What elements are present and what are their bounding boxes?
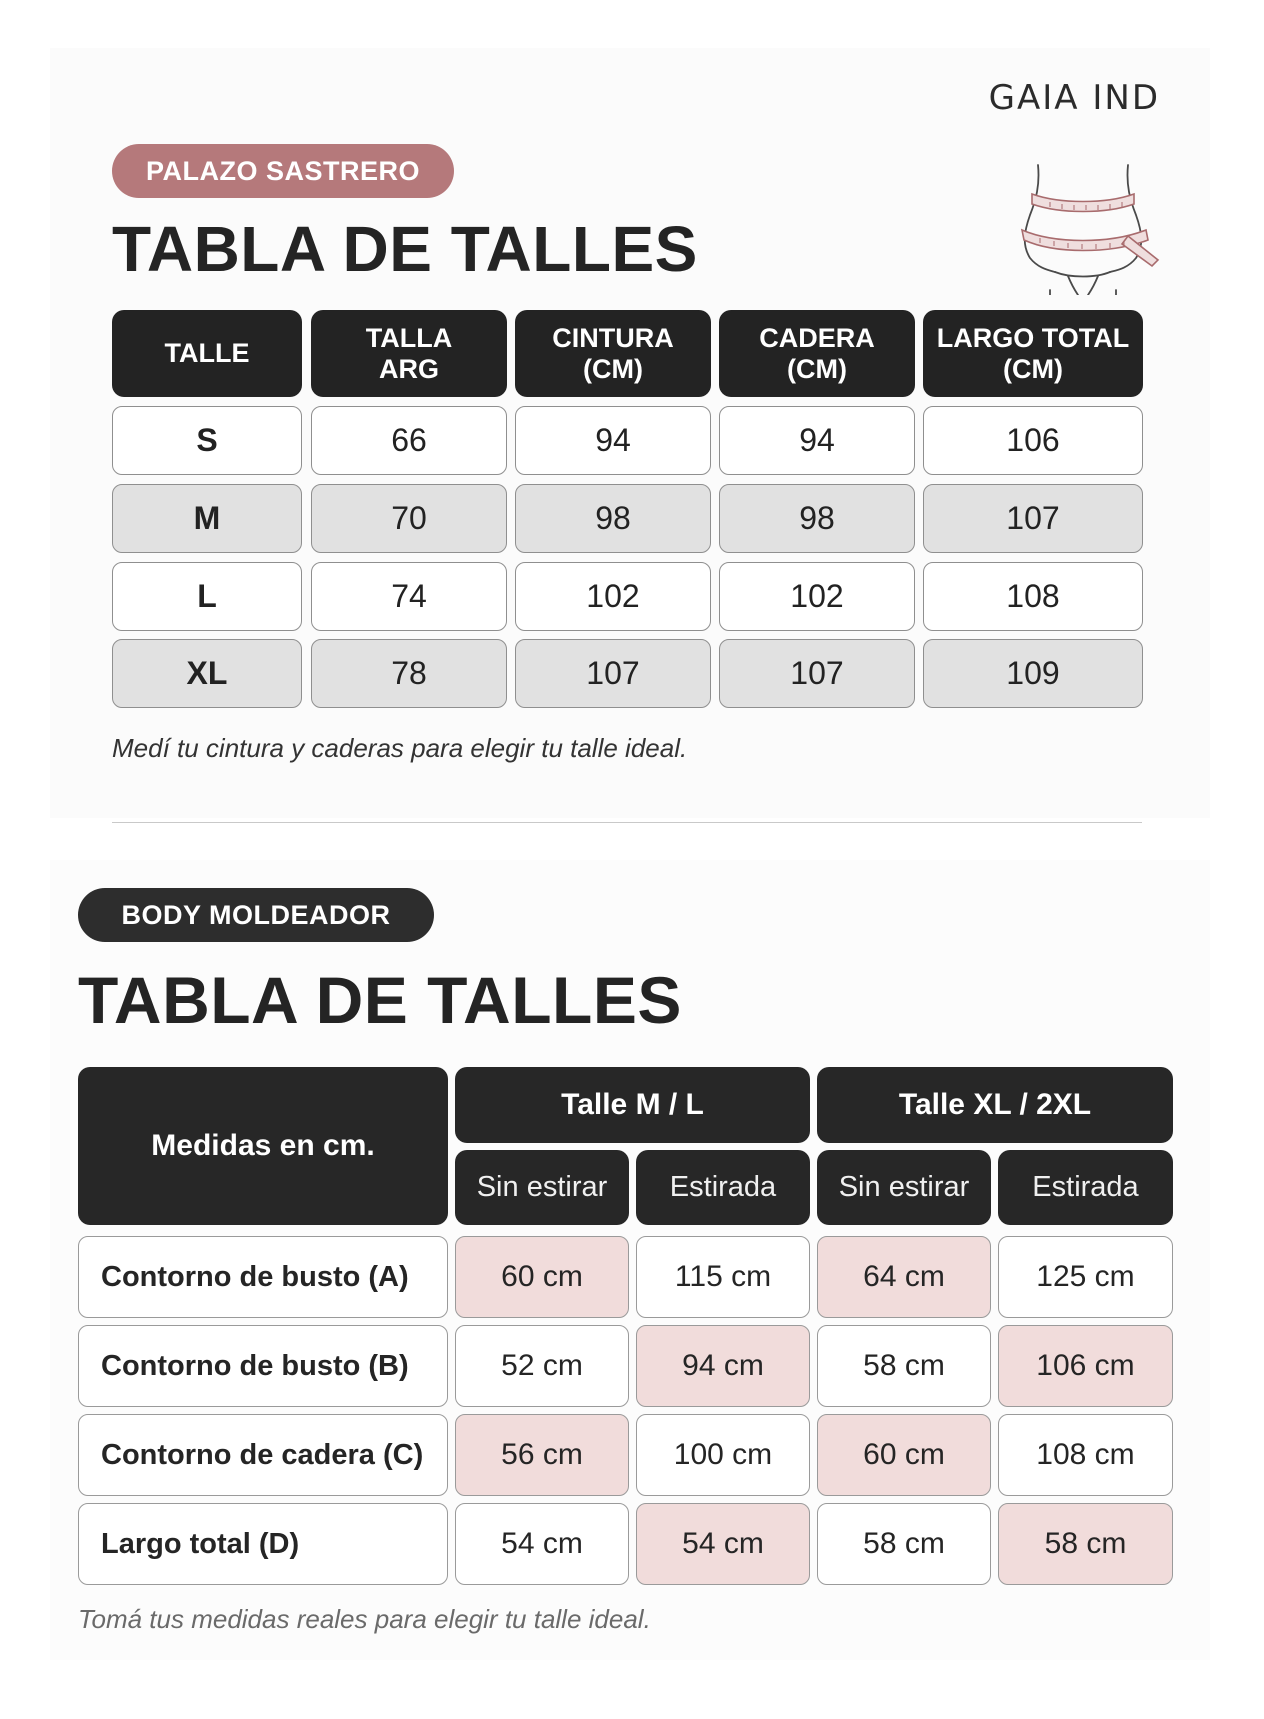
table-cell: 66 bbox=[311, 406, 507, 475]
table-cell: 78 bbox=[311, 639, 507, 708]
body-title: TABLA DE TALLES bbox=[78, 963, 682, 1037]
table-cell: 107 bbox=[719, 639, 915, 708]
palazo-note: Medí tu cintura y caderas para elegir tu talle ideal. bbox=[112, 733, 688, 763]
table-header bbox=[719, 310, 915, 397]
size-label-cell: S bbox=[112, 406, 302, 475]
palazo-badge: PALAZO SASTRERO bbox=[112, 144, 454, 198]
measure-cell: 58 cm bbox=[817, 1503, 991, 1585]
table-cell: 107 bbox=[923, 484, 1143, 553]
section-divider bbox=[112, 822, 1142, 823]
measure-label: Contorno de busto (B) bbox=[78, 1325, 448, 1407]
measure-label: Largo total (D) bbox=[78, 1503, 448, 1585]
size-label-cell: M bbox=[112, 484, 302, 553]
measure-cell: 100 cm bbox=[636, 1414, 810, 1496]
header-line: ARG bbox=[378, 353, 439, 384]
stretch-subheader: Sin estirar bbox=[817, 1150, 991, 1225]
table-cell: 94 bbox=[719, 406, 915, 475]
table-cell: 106 bbox=[923, 406, 1143, 475]
measures-header: Medidas en cm. bbox=[78, 1067, 448, 1225]
palazo-title: TABLA DE TALLES bbox=[112, 213, 698, 285]
measure-cell: 54 cm bbox=[455, 1503, 629, 1585]
measure-cell: 52 cm bbox=[455, 1325, 629, 1407]
table-cell: 94 bbox=[515, 406, 711, 475]
measure-cell: 56 cm bbox=[455, 1414, 629, 1496]
header-line: LARGO TOTAL bbox=[936, 322, 1130, 353]
header-label bbox=[552, 323, 674, 385]
header-label bbox=[759, 323, 875, 385]
measure-cell: 64 cm bbox=[817, 1236, 991, 1318]
table-cell: 74 bbox=[311, 562, 507, 631]
table-cell: 70 bbox=[311, 484, 507, 553]
measure-cell: 54 cm bbox=[636, 1503, 810, 1585]
table-cell: 108 bbox=[923, 562, 1143, 631]
header-label bbox=[937, 323, 1129, 385]
header-line: TALLA bbox=[365, 322, 453, 353]
measure-label: Contorno de cadera (C) bbox=[78, 1414, 448, 1496]
measure-cell: 106 cm bbox=[998, 1325, 1173, 1407]
table-cell: 102 bbox=[719, 562, 915, 631]
header-line: (CM) bbox=[787, 353, 847, 384]
table-cell: 107 bbox=[515, 639, 711, 708]
header-line: CADERA bbox=[759, 322, 875, 353]
table-header bbox=[311, 310, 507, 397]
table-header bbox=[923, 310, 1143, 397]
size-group-header: Talle XL / 2XL bbox=[817, 1067, 1173, 1143]
header-line: (CM) bbox=[583, 353, 643, 384]
measure-cell: 94 cm bbox=[636, 1325, 810, 1407]
measure-cell: 60 cm bbox=[455, 1236, 629, 1318]
body-badge: BODY MOLDEADOR bbox=[78, 888, 434, 942]
waist-hip-measuring-tape-icon bbox=[1010, 160, 1160, 295]
header-line: CINTURA bbox=[552, 322, 674, 353]
table-cell: 98 bbox=[719, 484, 915, 553]
size-group-header: Talle M / L bbox=[455, 1067, 810, 1143]
size-label-cell: L bbox=[112, 562, 302, 631]
table-cell: 98 bbox=[515, 484, 711, 553]
body-note: Tomá tus medidas reales para elegir tu talle ideal. bbox=[78, 1604, 651, 1634]
size-label-cell: XL bbox=[112, 639, 302, 708]
table-cell: 102 bbox=[515, 562, 711, 631]
measure-cell: 125 cm bbox=[998, 1236, 1173, 1318]
measure-cell: 58 cm bbox=[817, 1325, 991, 1407]
measure-cell: 60 cm bbox=[817, 1414, 991, 1496]
measure-cell: 58 cm bbox=[998, 1503, 1173, 1585]
stretch-subheader: Sin estirar bbox=[455, 1150, 629, 1225]
table-header bbox=[112, 310, 302, 397]
measure-cell: 108 cm bbox=[998, 1414, 1173, 1496]
table-header bbox=[515, 310, 711, 397]
brand-logo: GAIA IND bbox=[988, 78, 1160, 118]
header-line: TALLE bbox=[164, 338, 250, 368]
stretch-subheader: Estirada bbox=[998, 1150, 1173, 1225]
table-cell: 109 bbox=[923, 639, 1143, 708]
measure-cell: 115 cm bbox=[636, 1236, 810, 1318]
header-label bbox=[366, 323, 452, 385]
stretch-subheader: Estirada bbox=[636, 1150, 810, 1225]
measure-label: Contorno de busto (A) bbox=[78, 1236, 448, 1318]
header-line: (CM) bbox=[1003, 353, 1063, 384]
header-label bbox=[165, 338, 250, 369]
